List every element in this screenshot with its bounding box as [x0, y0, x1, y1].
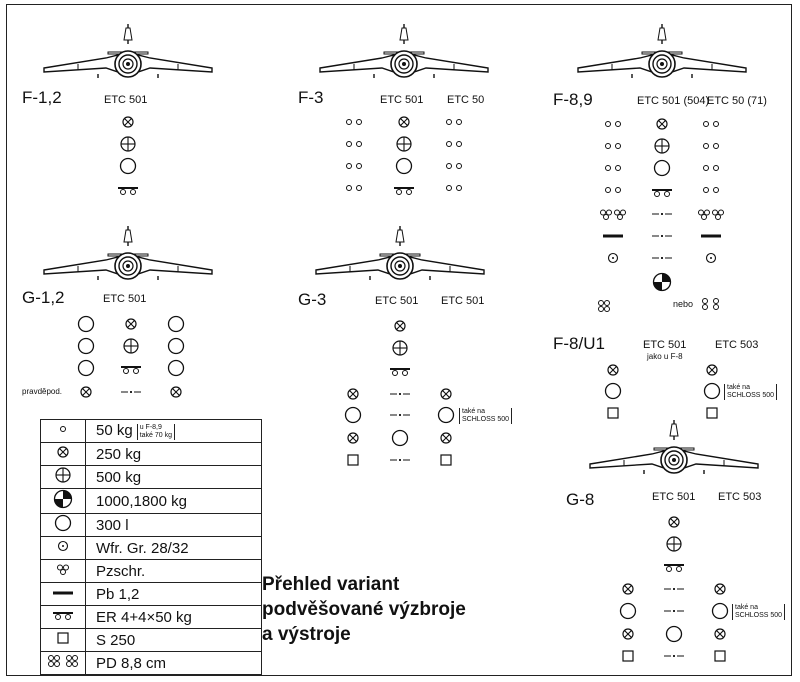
title-line: podvěšované výzbroje	[262, 599, 466, 620]
legend-row	[41, 606, 262, 629]
f89-small-circles-icon	[606, 188, 621, 193]
f89-x-circle-icon	[657, 119, 667, 129]
legend-text: Pzschr.	[86, 560, 262, 583]
g8-big-circle-icon	[667, 627, 682, 642]
g12-big-circle-icon	[169, 361, 184, 376]
g8-big-circle-icon	[713, 604, 728, 619]
f89-rocket-tubes-icon	[599, 301, 610, 312]
legend-row	[41, 652, 262, 675]
g3-x-circle-icon	[395, 321, 405, 331]
small-circle-icon	[53, 421, 73, 437]
g12-x-circle-icon	[81, 387, 91, 397]
legend-row	[41, 466, 262, 489]
f3-small-circles-icon	[447, 186, 462, 191]
f89-small-circles-icon	[704, 144, 719, 149]
f12-big-circle-icon	[121, 159, 136, 174]
g12-x-circle-icon	[171, 387, 181, 397]
f89-rocket-tubes-icon	[714, 299, 719, 310]
legend-text: 50 kg	[96, 422, 133, 440]
g12-big-circle-icon	[169, 317, 184, 332]
f3-small-circles-icon	[447, 142, 462, 147]
f3-small-circles-icon	[447, 164, 462, 169]
legend-text: Wfr. Gr. 28/32	[86, 537, 262, 560]
f12-rack-icon	[118, 188, 138, 195]
f8u1-x-circle-icon	[707, 365, 717, 375]
g3-big-circle-icon	[393, 431, 408, 446]
x-circle-icon	[53, 444, 73, 460]
f89-bar-icon	[603, 235, 623, 238]
g12-plane-icon	[44, 226, 212, 280]
g8-plus-circle-icon	[667, 537, 681, 551]
g8-plane-icon	[590, 420, 758, 474]
g8-etc-label: ETC 501	[652, 491, 696, 503]
f89-nebo: nebo	[673, 299, 694, 309]
f8u1-etc-label: ETC 503	[715, 339, 759, 351]
dot-circle-icon	[53, 538, 73, 554]
f8u1-square-icon	[608, 408, 618, 418]
big-circle-icon	[53, 514, 73, 532]
f89-small-circles-icon	[704, 122, 719, 127]
f3-rack-icon	[394, 188, 414, 195]
f12-plus-circle-icon	[121, 137, 135, 151]
g3-square-icon	[348, 455, 358, 465]
g3-plane-icon	[316, 226, 484, 280]
f3-small-circles-icon	[347, 164, 362, 169]
g8-x-circle-icon	[669, 517, 679, 527]
legend-text: 300 l	[86, 514, 262, 537]
g8-x-circle-icon	[623, 629, 633, 639]
legend-row	[41, 537, 262, 560]
g3-x-circle-icon	[441, 389, 451, 399]
legend-text: ER 4+4×50 kg	[86, 606, 262, 629]
f89-three-circles-icon	[713, 210, 724, 220]
title-line: Přehled variant	[262, 574, 400, 595]
f8u1-sub-note: jako u F-8	[647, 352, 683, 361]
f89-quartered-circle-icon	[654, 274, 671, 291]
legend-row	[41, 560, 262, 583]
g8-x-circle-icon	[715, 629, 725, 639]
f3-etc-label: ETC 501	[380, 94, 424, 106]
f89-label: F-8,9	[553, 90, 593, 109]
rack-icon	[48, 608, 78, 622]
f8u1-square-icon	[707, 408, 717, 418]
title-line: a výstroje	[262, 624, 351, 645]
g12-note: pravděpod.	[22, 387, 63, 396]
legend-text: PD 8,8 cm	[86, 652, 262, 675]
f3-plus-circle-icon	[397, 137, 411, 151]
f89-rack-icon	[652, 190, 672, 197]
bar-icon	[48, 587, 78, 599]
f89-plus-circle-icon	[655, 139, 669, 153]
f12-label: F-1,2	[22, 88, 62, 107]
g8-square-icon	[715, 651, 725, 661]
f89-small-circles-icon	[606, 166, 621, 171]
g3-also-note: také na SCHLOSS 500	[455, 408, 512, 424]
f12-x-circle-icon	[123, 117, 133, 127]
square-icon	[53, 630, 73, 646]
f3-plane-icon	[320, 24, 488, 78]
legend-text: 250 kg	[86, 443, 262, 466]
g12-plus-circle-icon	[124, 339, 138, 353]
f8u1-label: F-8/U1	[553, 334, 605, 353]
f3-small-circles-icon	[347, 142, 362, 147]
f89-small-circles-icon	[704, 188, 719, 193]
g3-x-circle-icon	[441, 433, 451, 443]
g8-label: G-8	[566, 490, 595, 509]
three-circles-icon	[53, 561, 73, 577]
g8-also-note: také na SCHLOSS 500	[728, 604, 785, 620]
g8-rack-icon	[664, 565, 684, 572]
plus-circle-icon	[53, 466, 73, 484]
g12-etc-label: ETC 501	[103, 293, 147, 305]
g12-big-circle-icon	[169, 339, 184, 354]
g3-x-circle-icon	[348, 433, 358, 443]
f89-rocket-tubes-icon	[703, 299, 708, 310]
g8-big-circle-icon	[621, 604, 636, 619]
f89-small-circles-icon	[606, 144, 621, 149]
legend-row	[41, 629, 262, 652]
f8u1-big-circle-icon	[705, 384, 720, 399]
f12-etc-label: ETC 501	[104, 94, 148, 106]
g12-x-circle-icon	[126, 319, 136, 329]
f8u1-big-circle-icon	[606, 384, 621, 399]
legend-row	[41, 443, 262, 466]
f89-etc-label: ETC 501 (504)	[637, 95, 710, 107]
f89-small-circles-icon	[606, 122, 621, 127]
f89-small-circles-icon	[704, 166, 719, 171]
f12-plane-icon	[44, 24, 212, 78]
g3-label: G-3	[298, 290, 327, 309]
legend-note: u F-8,9 také 70 kg	[137, 424, 175, 440]
legend-row	[41, 420, 262, 443]
quartered-circle-icon	[52, 489, 74, 509]
g3-etc-label: ETC 501	[441, 295, 485, 307]
legend-table	[40, 419, 262, 675]
legend-text: Pb 1,2	[86, 583, 262, 606]
g3-big-circle-icon	[439, 408, 454, 423]
f3-etc-label: ETC 50	[447, 94, 485, 106]
f89-three-circles-icon	[601, 210, 612, 220]
f3-small-circles-icon	[447, 120, 462, 125]
legend-text: S 250	[86, 629, 262, 652]
legend-row	[41, 489, 262, 514]
f3-small-circles-icon	[347, 120, 362, 125]
legend-row	[41, 514, 262, 537]
legend-row	[41, 583, 262, 606]
f89-bar-icon	[701, 235, 721, 238]
f8u1-x-circle-icon	[608, 365, 618, 375]
f3-big-circle-icon	[397, 159, 412, 174]
g8-x-circle-icon	[715, 584, 725, 594]
f89-big-circle-icon	[655, 161, 670, 176]
f89-three-circles-icon	[615, 210, 626, 220]
g12-label: G-1,2	[22, 288, 65, 307]
f89-dot-circle-icon	[609, 254, 618, 263]
legend-text: 1000,1800 kg	[86, 489, 262, 514]
f89-plane-icon	[578, 24, 746, 78]
f89-three-circles-icon	[699, 210, 710, 220]
legend-text: 500 kg	[86, 466, 262, 489]
g8-x-circle-icon	[623, 584, 633, 594]
g8-etc-label: ETC 503	[718, 491, 762, 503]
g12-big-circle-icon	[79, 361, 94, 376]
f8u1-etc-label: ETC 501	[643, 339, 687, 351]
g3-etc-label: ETC 501	[375, 295, 419, 307]
g12-rack-icon	[121, 367, 141, 374]
g8-square-icon	[623, 651, 633, 661]
g3-x-circle-icon	[348, 389, 358, 399]
g12-big-circle-icon	[79, 339, 94, 354]
g3-rack-icon	[390, 369, 410, 376]
diagram-title	[262, 572, 466, 647]
g12-big-circle-icon	[79, 317, 94, 332]
f89-etc-label: ETC 50 (71)	[707, 95, 767, 107]
f3-label: F-3	[298, 88, 324, 107]
f3-small-circles-icon	[347, 186, 362, 191]
g3-plus-circle-icon	[393, 341, 407, 355]
f8u1-also-note: také na SCHLOSS 500	[720, 384, 777, 400]
rocket-tubes-icon	[45, 653, 81, 669]
g3-square-icon	[441, 455, 451, 465]
f89-dot-circle-icon	[707, 254, 716, 263]
g3-big-circle-icon	[346, 408, 361, 423]
f3-x-circle-icon	[399, 117, 409, 127]
